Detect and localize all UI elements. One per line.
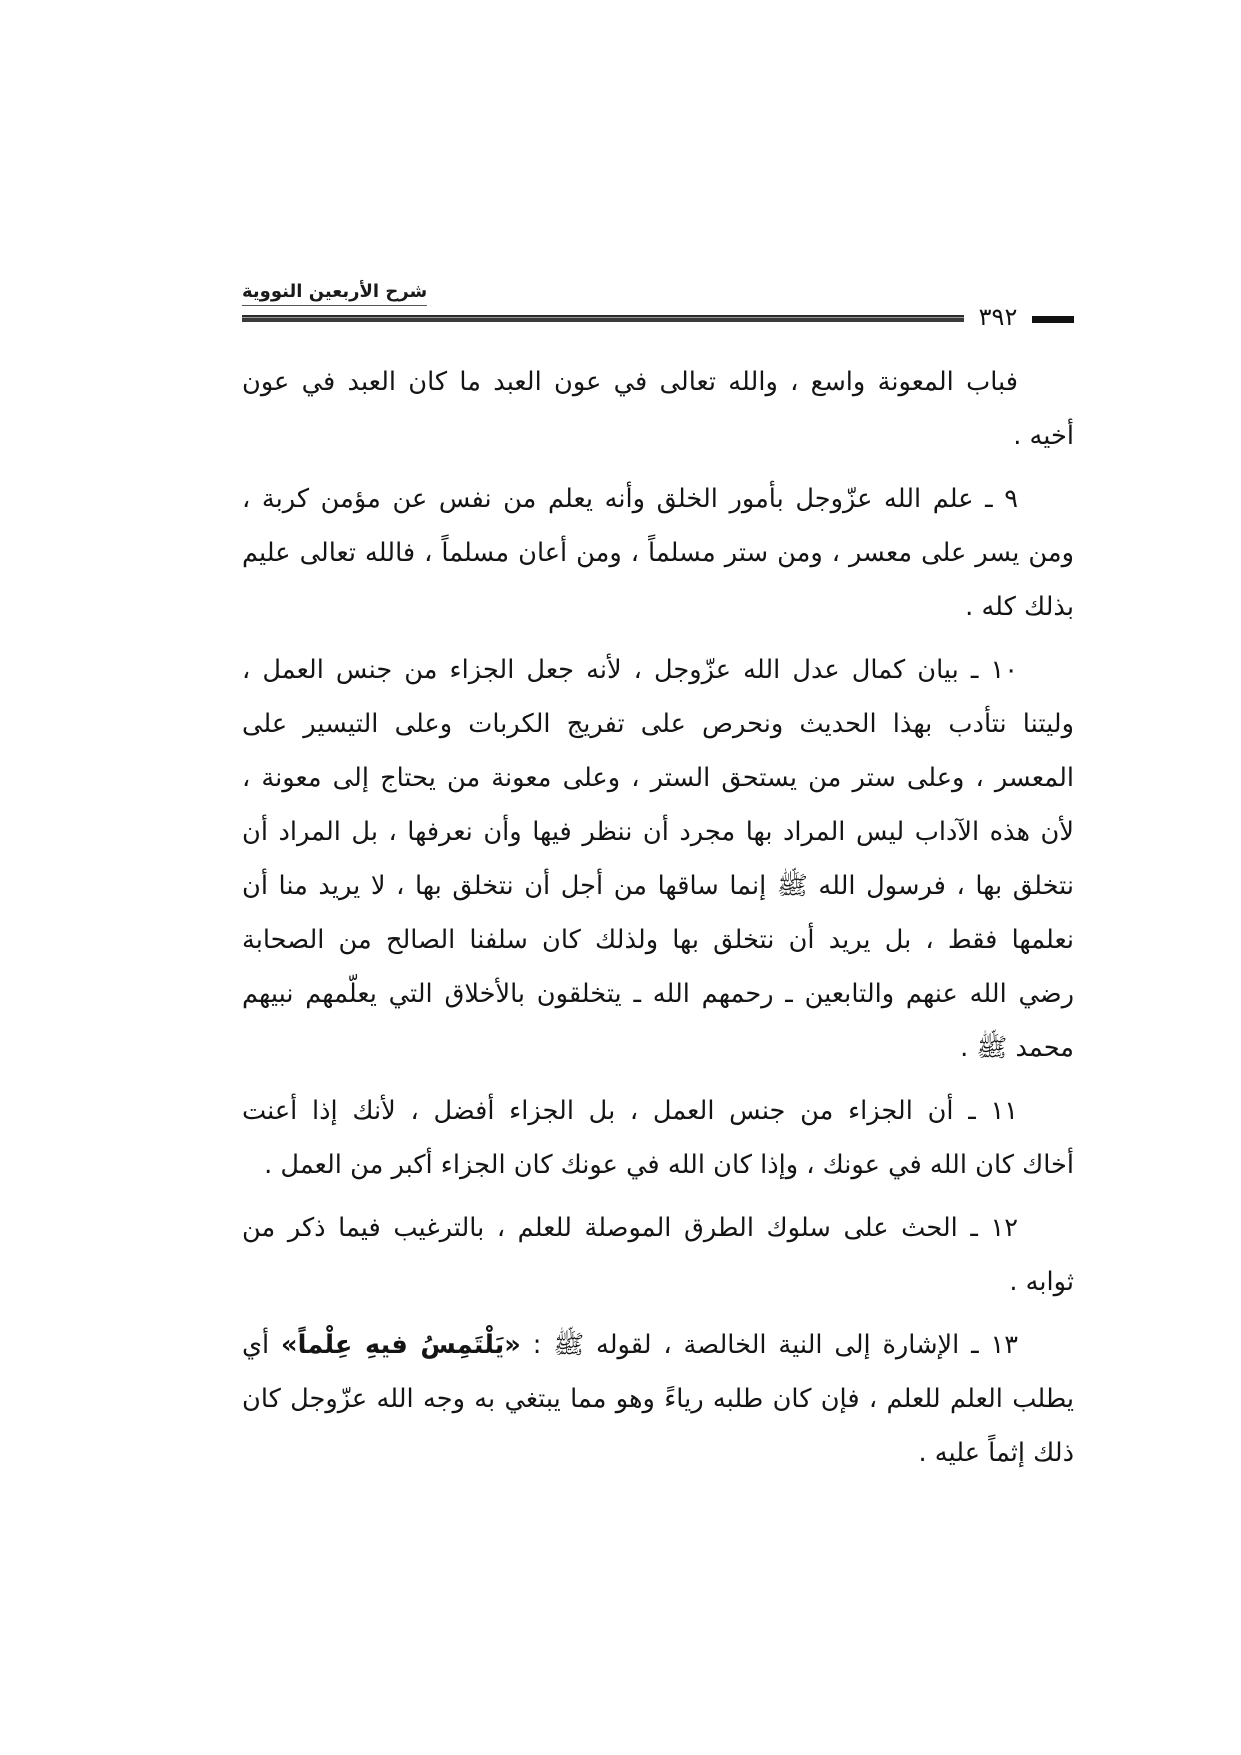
text-line	[242, 1318, 1074, 1372]
header-rule	[242, 315, 964, 322]
body-text	[242, 355, 1074, 1480]
paragraph	[242, 643, 1074, 1075]
paragraph	[242, 355, 1074, 463]
text-line: ١٠ ـ بيان كمال عدل الله عزّوجل ، لأنه جعل الجزاء من جنس العمل ،	[242, 655, 1018, 685]
text-line: ذلك إثماً عليه .	[918, 1438, 1074, 1468]
text-line: أخاك كان الله في عونك ، وإذا كان الله في عونك كان الجزاء أكبر من العمل .	[264, 1150, 1074, 1180]
text-line: نعلمها فقط ، بل يريد أن نتخلق بها ولذلك كان سلفنا الصالح من الصحابة	[242, 925, 1074, 955]
page-number: ٣٩٢	[978, 303, 1018, 331]
text-line: ١٢ ـ الحث على سلوك الطرق الموصلة للعلم ، بالترغيب فيما ذكر من	[242, 1213, 1018, 1243]
text-line: فباب المعونة واسع ، والله تعالى في عون العبد ما كان العبد في عون	[242, 367, 1018, 397]
text-line: ثوابه .	[1009, 1267, 1074, 1297]
line-text: أي	[242, 1330, 282, 1360]
running-title: شرح الأربعين النووية	[242, 280, 427, 306]
hadith-quote: «يَلْتَمِسُ فيهِ عِلْماً»	[281, 1330, 521, 1360]
text-line: رضي الله عنهم والتابعين ـ رحمهم الله ـ يتخلقون بالأخلاق التي يعلّمهم نبيهم	[242, 979, 1074, 1009]
paragraph	[242, 1318, 1074, 1480]
header-bar	[1032, 316, 1074, 323]
text-line: محمد ﷺ .	[960, 1033, 1074, 1063]
text-line: لأن هذه الآداب ليس المراد بها مجرد أن ننظر فيها وأن نعرفها ، بل المراد أن	[242, 817, 1074, 847]
line-text: ١٣ ـ الإشارة إلى النية الخالصة ، لقوله ﷺ :	[520, 1330, 1019, 1360]
paragraph	[242, 1201, 1074, 1309]
text-line: أخيه .	[1013, 421, 1074, 451]
text-line: المعسر ، وعلى ستر من يستحق الستر ، وعلى معونة من يحتاج إلى معونة ،	[242, 763, 1074, 793]
text-line: ومن يسر على معسر ، ومن ستر مسلماً ، ومن أعان مسلماً ، فالله تعالى عليم	[242, 538, 1074, 568]
text-line: بذلك كله .	[965, 592, 1074, 622]
text-line: نتخلق بها ، فرسول الله ﷺ إنما ساقها من أجل أن نتخلق بها ، لا يريد منا أن	[242, 871, 1074, 901]
paragraph	[242, 1084, 1074, 1192]
paragraph	[242, 472, 1074, 634]
text-line: ٩ ـ علم الله عزّوجل بأمور الخلق وأنه يعلم من نفس عن مؤمن كربة ،	[242, 484, 1018, 514]
text-line: وليتنا نتأدب بهذا الحديث ونحرص على تفريج الكربات وعلى التيسير على	[242, 709, 1074, 739]
text-line: ١١ ـ أن الجزاء من جنس العمل ، بل الجزاء أفضل ، لأنك إذا أعنت	[242, 1096, 1018, 1126]
text-line: يطلب العلم للعلم ، فإن كان طلبه رياءً وهو مما يبتغي به وجه الله عزّوجل كان	[242, 1384, 1074, 1414]
